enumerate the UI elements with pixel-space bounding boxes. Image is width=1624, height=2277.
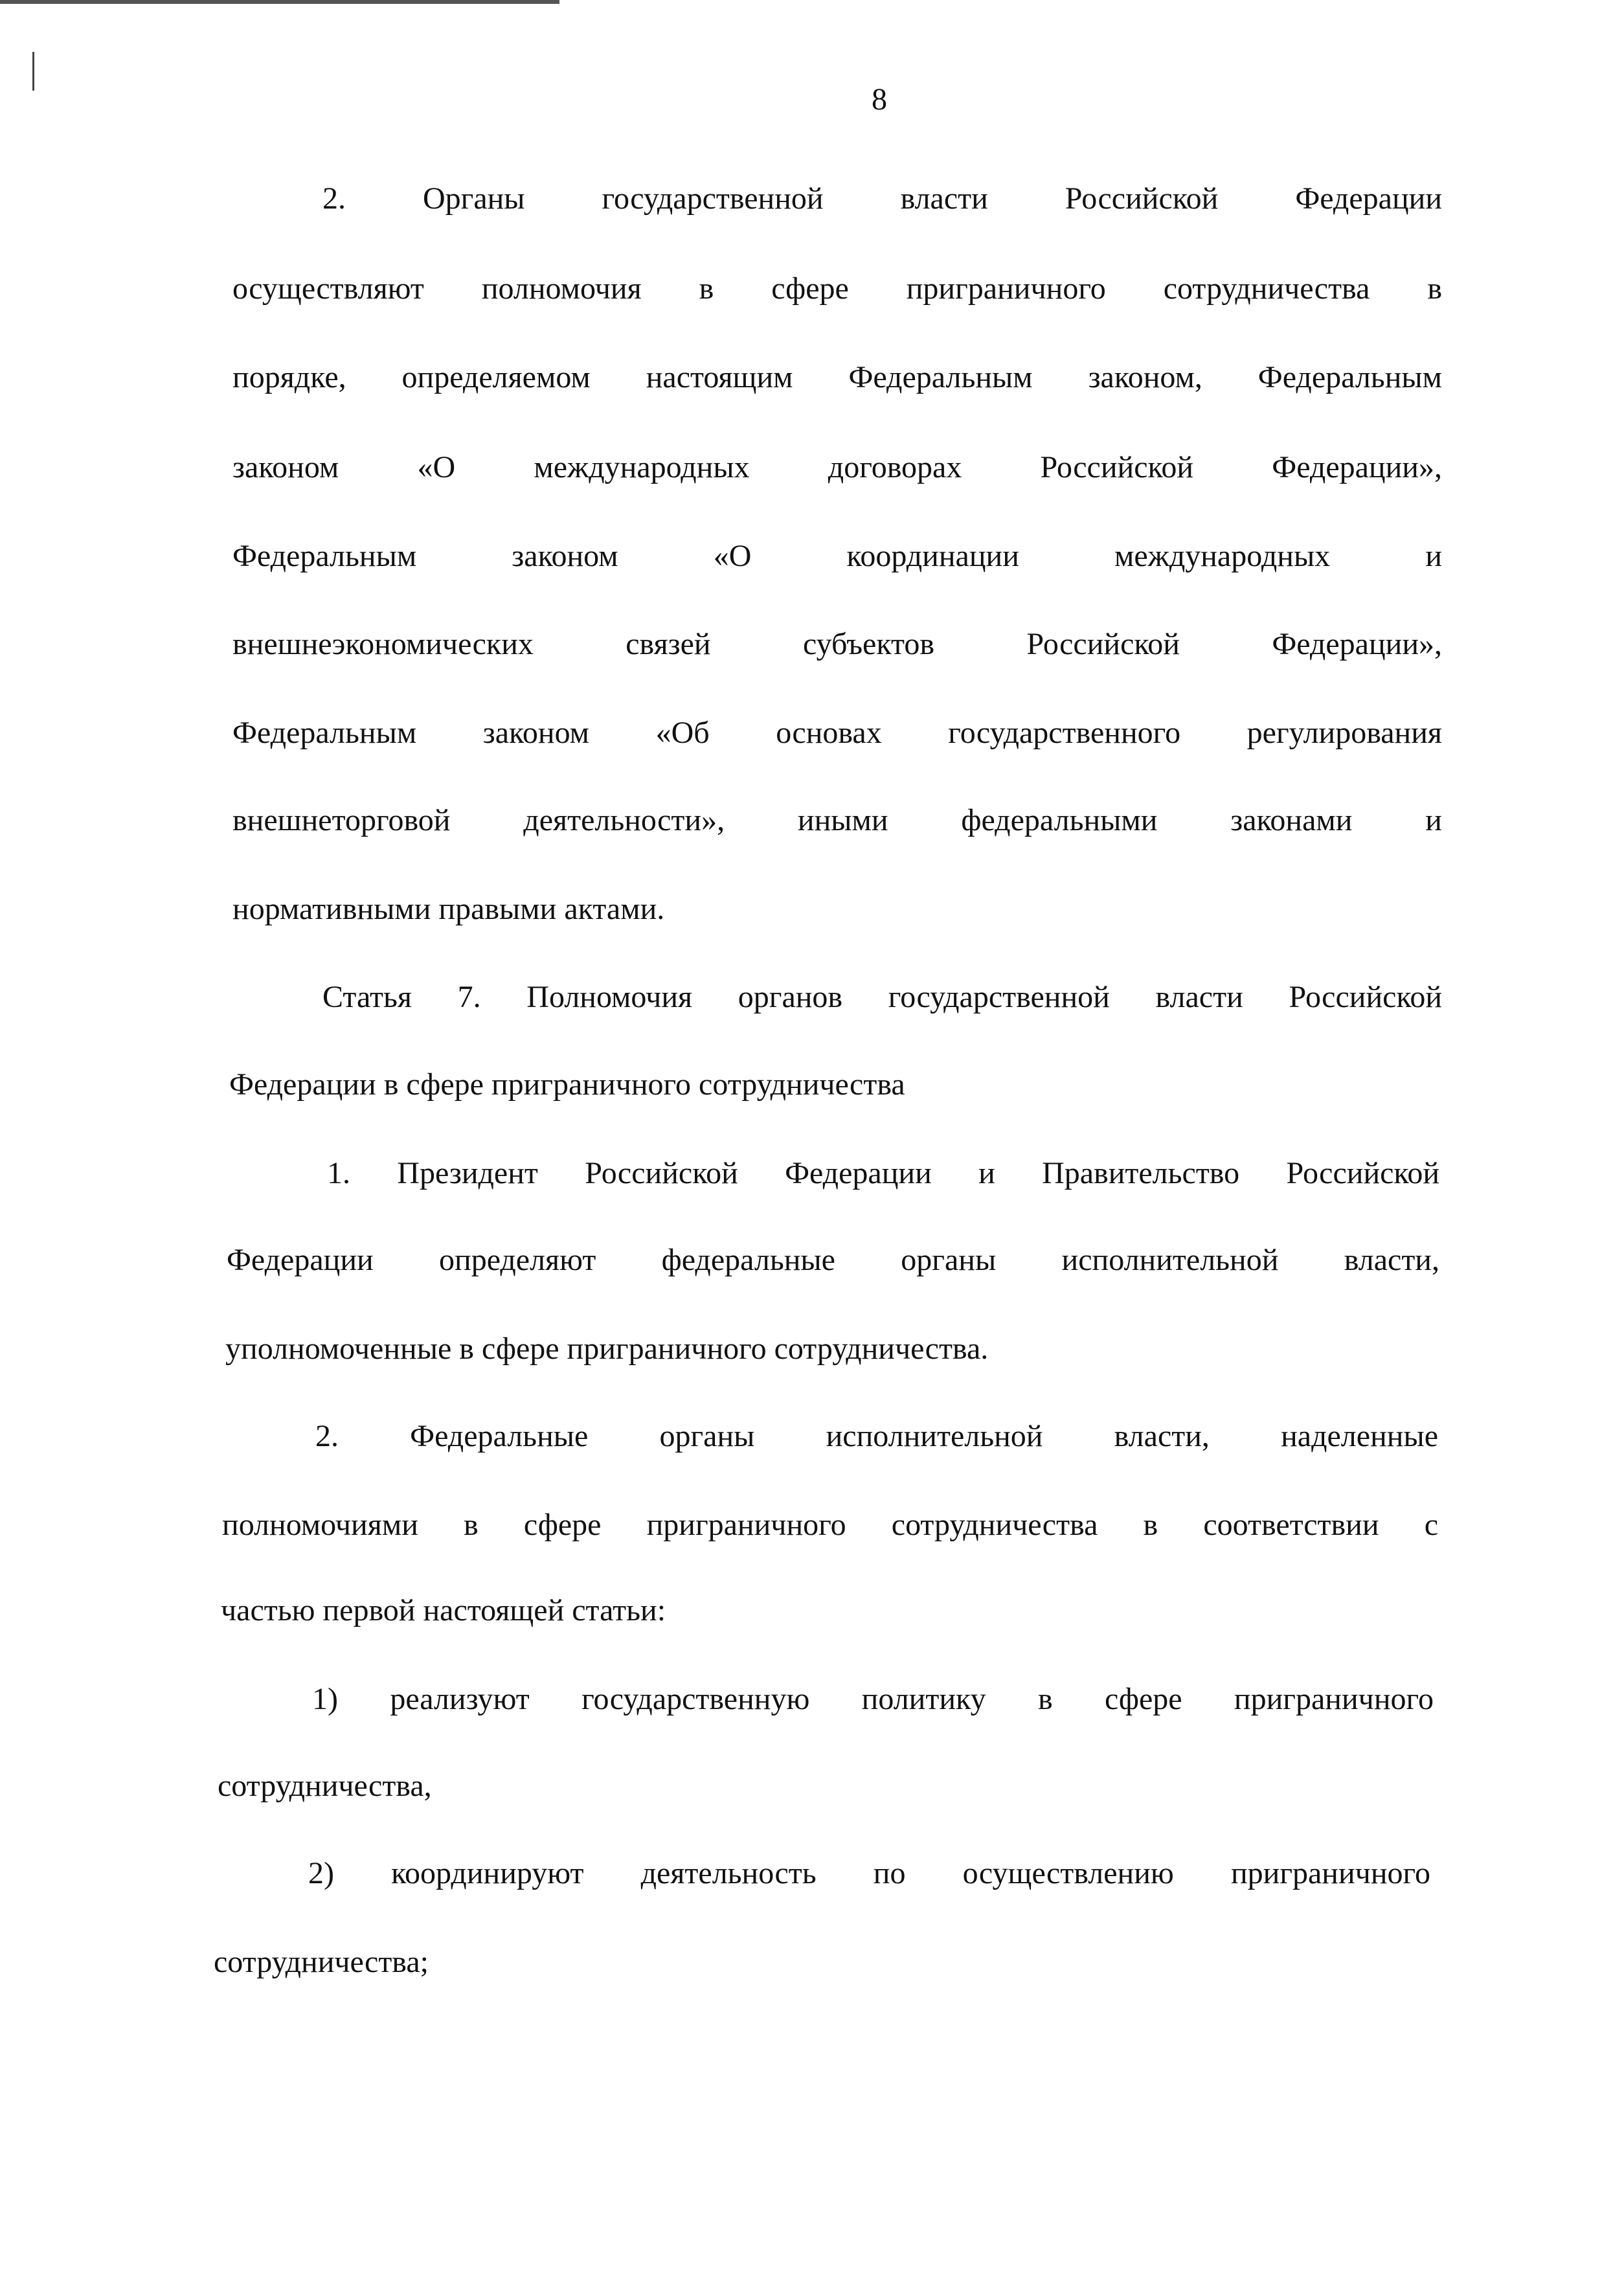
text-line: 2. Органы государственной власти Российской Федерации	[322, 181, 1442, 216]
text-line: 2) координируют деятельность по осуществлению приграничного	[308, 1856, 1430, 1890]
text-line: нормативными правыми актами.	[232, 892, 665, 926]
text-line: 1. Президент Российской Федерации и Правительство Российской	[327, 1156, 1439, 1190]
scan-margin-mark	[32, 52, 34, 91]
text-line: сотрудничества;	[214, 1945, 429, 1979]
text-line: уполномоченные в сфере приграничного сотрудничества.	[225, 1331, 989, 1366]
text-line: осуществляют полномочия в сфере приграничного сотрудничества в	[232, 271, 1442, 306]
text-line: Федеральным законом «Об основах государственного регулирования	[232, 716, 1442, 750]
text-line: полномочиями в сфере приграничного сотрудничества в соответствии с	[222, 1508, 1438, 1542]
text-line: сотрудничества,	[218, 1769, 432, 1803]
text-line: 2. Федеральные органы исполнительной власти, наделенные	[315, 1419, 1438, 1453]
text-line: Федерации определяют федеральные органы исполнительной власти,	[227, 1243, 1439, 1277]
page-number: 8	[872, 82, 887, 117]
text-line: 1) реализуют государственную политику в сфере приграничного	[312, 1682, 1434, 1716]
text-line: внешнеторговой деятельности», иными федеральными законами и	[232, 803, 1442, 837]
text-line: Федеральным законом «О координации международных и	[232, 539, 1442, 573]
text-line: частью первой настоящей статьи:	[221, 1593, 666, 1627]
text-line: законом «О международных договорах Российской Федерации»,	[232, 450, 1442, 484]
text-line: внешнеэкономических связей субъектов Российской Федерации»,	[232, 627, 1442, 661]
text-line: Статья 7. Полномочия органов государственной власти Российской	[322, 980, 1442, 1014]
text-line: порядке, определяемом настоящим Федеральным законом, Федеральным	[232, 360, 1442, 394]
text-line: Федерации в сфере приграничного сотрудничества	[229, 1067, 905, 1102]
scan-edge-line	[0, 0, 559, 4]
